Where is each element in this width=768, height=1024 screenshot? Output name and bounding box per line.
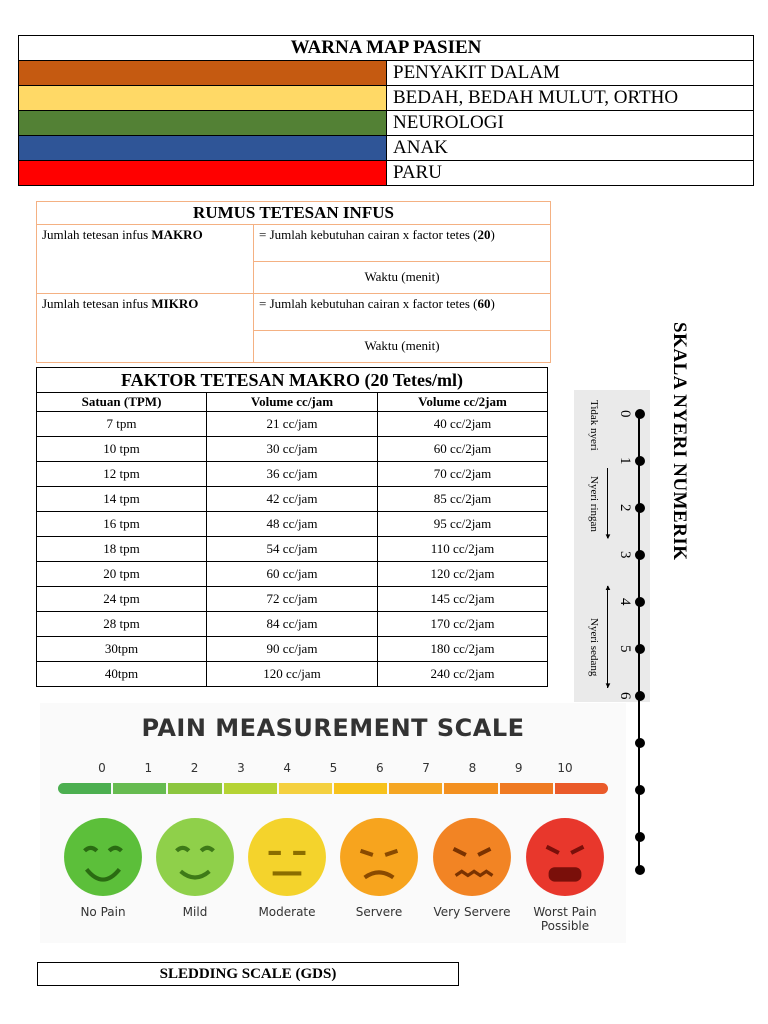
scale-number: 6	[617, 692, 633, 700]
factor-table-body	[37, 412, 548, 687]
pain-tick-label: 1	[144, 761, 153, 775]
factor-row	[37, 537, 548, 562]
macro-label: Jumlah tetesan infus MAKRO	[37, 225, 254, 294]
factor-cell: 90 cc/jam	[207, 637, 378, 662]
color-swatch	[19, 161, 387, 186]
moderate-range-line	[607, 586, 608, 688]
map-row	[19, 111, 754, 136]
macro-drip-factor-table	[36, 367, 548, 687]
map-label: ANAK	[387, 136, 754, 161]
factor-cell: 95 cc/2jam	[378, 512, 548, 537]
map-label: PENYAKIT DALAM	[387, 61, 754, 86]
pain-tick-label: 6	[375, 761, 384, 775]
pain-tick-label: 5	[329, 761, 338, 775]
factor-row	[37, 487, 548, 512]
scale-number: 3	[617, 551, 633, 559]
color-swatch	[19, 86, 387, 111]
factor-row	[37, 587, 548, 612]
pain-tick-label: 2	[190, 761, 199, 775]
scale-dot	[635, 550, 645, 560]
pain-bar-segment	[334, 783, 387, 794]
color-swatch	[19, 111, 387, 136]
factor-cell: 48 cc/jam	[207, 512, 378, 537]
scale-dot	[635, 597, 645, 607]
factor-cell: 70 cc/2jam	[378, 462, 548, 487]
pain-face-icon	[246, 816, 328, 903]
factor-row	[37, 512, 548, 537]
scale-dot	[635, 409, 645, 419]
factor-cell: 84 cc/jam	[207, 612, 378, 637]
map-label: PARU	[387, 161, 754, 186]
factor-cell: 14 tpm	[37, 487, 207, 512]
pain-tick-label: 0	[98, 761, 106, 775]
micro-divisor: Waktu (menit)	[254, 330, 551, 362]
scale-number: 4	[617, 598, 633, 606]
arrow-down-icon: ▼	[604, 681, 612, 690]
factor-cell: 60 cc/jam	[207, 562, 378, 587]
map-row	[19, 61, 754, 86]
factor-row	[37, 637, 548, 662]
pain-face-label: Mild	[182, 905, 208, 919]
map-color-table	[18, 35, 754, 186]
micro-formula: = Jumlah kebutuhan cairan x factor tetes (60)	[254, 294, 551, 331]
map-row	[19, 86, 754, 111]
factor-cell: 180 cc/2jam	[378, 637, 548, 662]
micro-label: Jumlah tetesan infus MIKRO	[37, 294, 254, 363]
color-swatch	[19, 61, 387, 86]
pain-bar-segment	[555, 783, 608, 794]
label-no-pain: Tidak nyeri	[588, 400, 600, 451]
scale-dot	[635, 738, 645, 748]
label-mild-pain: Nyeri ringan	[588, 476, 600, 532]
factor-cell: 145 cc/2jam	[378, 587, 548, 612]
factor-row	[37, 612, 548, 637]
factor-row	[37, 437, 548, 462]
pain-bar-segment	[168, 783, 221, 794]
scale-number: 1	[617, 457, 633, 465]
factor-cell: 12 tpm	[37, 462, 207, 487]
factor-cell: 170 cc/2jam	[378, 612, 548, 637]
factor-cell: 30tpm	[37, 637, 207, 662]
pain-face-icon	[62, 816, 144, 903]
mild-range-line	[607, 468, 608, 538]
pain-face-icon	[524, 816, 606, 903]
pain-bar-segment	[224, 783, 277, 794]
factor-cell: 20 tpm	[37, 562, 207, 587]
map-row	[19, 136, 754, 161]
factor-table-title: FAKTOR TETESAN MAKRO (20 Tetes/ml)	[37, 368, 548, 393]
factor-cell: 24 tpm	[37, 587, 207, 612]
arrow-up-icon: ▲	[604, 583, 612, 592]
factor-cell: 85 cc/2jam	[378, 487, 548, 512]
pain-tick-label: 4	[283, 761, 291, 775]
scale-number: 2	[617, 504, 633, 512]
column-header: Satuan (TPM)	[37, 393, 207, 412]
factor-cell: 72 cc/jam	[207, 587, 378, 612]
pain-tick-label: 10	[557, 761, 573, 775]
pain-face-label: Very Servere	[433, 905, 511, 919]
pain-face-label: No Pain	[80, 905, 126, 919]
scale-dot	[635, 456, 645, 466]
pain-bar-segment	[58, 783, 111, 794]
factor-cell: 54 cc/jam	[207, 537, 378, 562]
pain-tick-label: 7	[422, 761, 430, 775]
scale-number: 0	[617, 410, 633, 418]
pain-bar-segment	[500, 783, 553, 794]
formula-table-title: RUMUS TETESAN INFUS	[37, 202, 551, 225]
scale-dot	[635, 865, 645, 875]
pain-face-icon	[154, 816, 236, 903]
scale-dot	[635, 832, 645, 842]
macro-divisor: Waktu (menit)	[254, 261, 551, 293]
factor-cell: 40tpm	[37, 662, 207, 687]
scale-dot	[635, 644, 645, 654]
map-label: BEDAH, BEDAH MULUT, ORTHO	[387, 86, 754, 111]
scale-dot	[635, 785, 645, 795]
map-table-title: WARNA MAP PASIEN	[19, 36, 754, 61]
factor-cell: 28 tpm	[37, 612, 207, 637]
numeric-pain-scale-title: SKALA NYERI NUMERIK	[669, 322, 690, 561]
pain-face-icon	[431, 816, 513, 903]
pain-bar-segment	[113, 783, 166, 794]
infusion-formula-table	[36, 201, 551, 363]
factor-cell: 42 cc/jam	[207, 487, 378, 512]
factor-cell: 10 tpm	[37, 437, 207, 462]
numeric-scale-axis	[638, 414, 640, 870]
factor-row	[37, 562, 548, 587]
factor-cell: 7 tpm	[37, 412, 207, 437]
factor-row	[37, 462, 548, 487]
column-header: Volume cc/jam	[207, 393, 378, 412]
factor-cell: 16 tpm	[37, 512, 207, 537]
scale-dot	[635, 503, 645, 513]
map-label: NEUROLOGI	[387, 111, 754, 136]
pain-scale-title: PAIN MEASUREMENT SCALE	[141, 714, 525, 742]
pain-bar-segment	[444, 783, 497, 794]
pain-face-icon	[338, 816, 420, 903]
factor-cell: 110 cc/2jam	[378, 537, 548, 562]
factor-row	[37, 662, 548, 687]
pain-tick-label: 8	[468, 761, 477, 775]
factor-row	[37, 412, 548, 437]
factor-cell: 30 cc/jam	[207, 437, 378, 462]
factor-cell: 18 tpm	[37, 537, 207, 562]
pain-bar-segment	[389, 783, 442, 794]
sledding-scale-title: SLEDDING SCALE (GDS)	[37, 962, 459, 986]
factor-cell: 60 cc/2jam	[378, 437, 548, 462]
factor-cell: 120 cc/2jam	[378, 562, 548, 587]
arrow-down-icon: ▼	[604, 532, 612, 541]
factor-cell: 40 cc/2jam	[378, 412, 548, 437]
scale-dot	[635, 691, 645, 701]
scale-number: 5	[617, 645, 633, 653]
factor-cell: 36 cc/jam	[207, 462, 378, 487]
pain-face-label: Servere	[355, 905, 403, 919]
label-moderate-pain: Nyeri sedang	[588, 618, 600, 677]
macro-formula: = Jumlah kebutuhan cairan x factor tetes (20)	[254, 225, 551, 262]
factor-cell: 120 cc/jam	[207, 662, 378, 687]
column-header: Volume cc/2jam	[378, 393, 548, 412]
factor-cell: 240 cc/2jam	[378, 662, 548, 687]
pain-face-label: Moderate	[258, 905, 316, 919]
pain-face-label: Worst Pain Possible	[533, 905, 597, 933]
map-row	[19, 161, 754, 186]
pain-tick-label: 3	[237, 761, 245, 775]
pain-tick-label: 9	[514, 761, 523, 775]
color-swatch	[19, 136, 387, 161]
factor-cell: 21 cc/jam	[207, 412, 378, 437]
pain-bar-segment	[279, 783, 332, 794]
